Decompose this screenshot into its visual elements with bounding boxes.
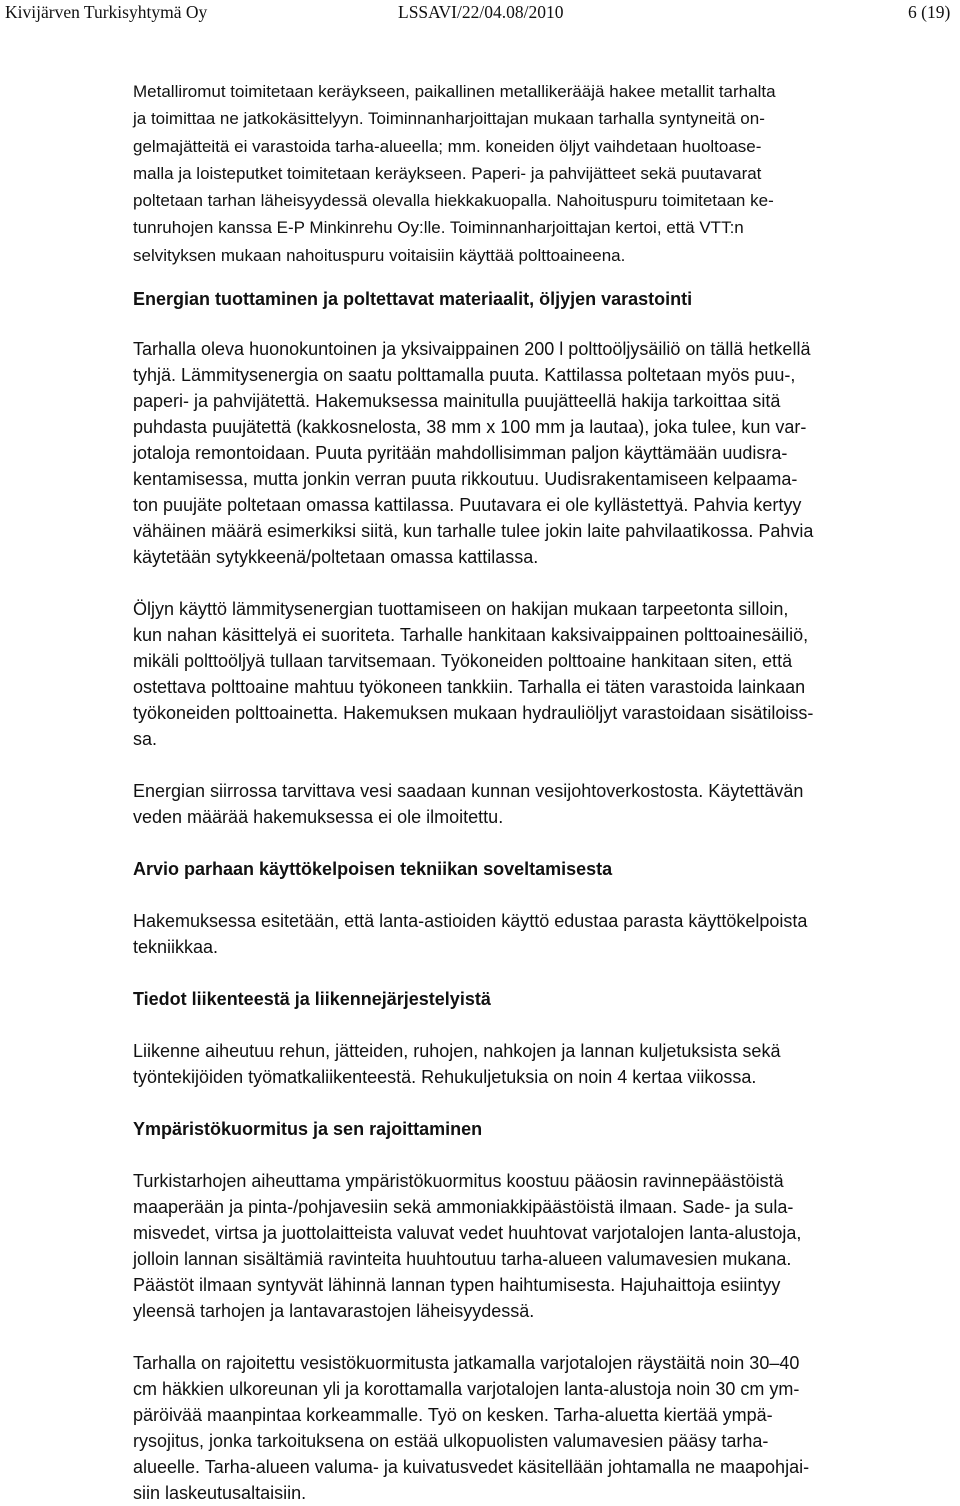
text-line: vähäinen määrä esimerkiksi siitä, kun tarhalle tulee jokin laite pahvilaatikossa. Pahvia	[133, 521, 814, 542]
text-line: kentamisessa, mutta jonkin verran puuta rikkoutuu. Uudisrakentamiseen kelpaama-	[133, 469, 798, 490]
heading-energy-production	[133, 286, 958, 312]
text-line: mikäli polttoöljyä tullaan tarvitsemaan. Työkoneiden polttoaine hankitaan siten, että	[133, 651, 793, 672]
text-line: ja toimittaa ne jatkokäsittelyyn. Toiminnanharjoittajan mukaan tarhalla syntyneitä on-	[133, 109, 765, 129]
text-line: paperi- ja pahvijätettä. Hakemuksessa mainitulla puujätteellä hakija tarkoittaa sitä	[133, 391, 781, 412]
text-line: tekniikkaa.	[133, 937, 219, 958]
text-line: Liikenne aiheutuu rehun, jätteiden, ruhojen, nahkojen ja lannan kuljetuksista sekä	[133, 1041, 781, 1062]
text-line: Öljyn käyttö lämmitysenergian tuottamiseen on hakijan mukaan tarpeetonta silloin,	[133, 599, 789, 620]
text-line: malla ja loisteputket toimitetaan keräykseen. Paperi- ja pahvijätteet sekä puutavarat	[133, 163, 762, 183]
text-line: sa.	[133, 729, 158, 750]
heading-traffic	[133, 986, 958, 1012]
paragraph-load-limitation	[133, 1350, 958, 1506]
text-line: selvityksen mukaan nahoituspuru voitaisiin käyttää polttoaineena.	[133, 245, 626, 265]
text-line: Tarhalla on rajoitettu vesistökuormitusta jatkamalla varjotalojen räystäitä noin 30–40	[133, 1353, 800, 1374]
text-line: Energian siirrossa tarvittava vesi saadaan kunnan vesijohtoverkostosta. Käytettävän	[133, 781, 804, 802]
header-reference: LSSAVI/22/04.08/2010	[398, 2, 564, 22]
paragraph-manure-containers	[133, 908, 958, 960]
text-line: Energian tuottaminen ja poltettavat materiaalit, öljyjen varastointi	[133, 289, 693, 310]
text-line: yleensä tarhojen ja lantavarastojen läheisyydessä.	[133, 1301, 535, 1322]
text-line: Hakemuksessa esitetään, että lanta-astioiden käyttö edustaa parasta käyttökelpoista	[133, 911, 808, 932]
text-line: jolloin lannan sisältämiä ravinteita huuhtoutuu tarha-alueen valumavesien mukana.	[133, 1249, 792, 1270]
paragraph-fuel-tank	[133, 336, 958, 570]
text-line: Turkistarhojen aiheuttama ympäristökuormitus koostuu pääosin ravinnepäästöistä	[133, 1171, 784, 1192]
text-line: työkoneiden polttoainetta. Hakemuksen mukaan hydrauliöljyt varastoidaan sisätiloiss-	[133, 703, 814, 724]
paragraph-waste-handling	[133, 78, 958, 269]
text-line: Päästöt ilmaan syntyvät lähinnä lannan typen haihtumisesta. Hajuhaittoja esiintyy	[133, 1275, 781, 1296]
text-line: tyhjä. Lämmitysenergia on saatu polttamalla puuta. Kattilassa poltetaan myös puu-,	[133, 365, 796, 386]
text-line: veden määrää hakemuksessa ei ole ilmoitettu.	[133, 807, 504, 828]
paragraph-environmental-load	[133, 1168, 958, 1324]
text-line: jotaloja remontoidaan. Puuta pyritään mahdollisimman paljon käyttämään uudisra-	[133, 443, 788, 464]
text-line: tunruhojen kanssa E-P Minkinrehu Oy:lle. Toiminnanharjoittajan kertoi, että VTT:n	[133, 218, 744, 238]
text-line: päröivää maanpintaa korkeammalle. Työ on kesken. Tarha-aluetta kiertää ympä-	[133, 1405, 773, 1426]
text-line: puhdasta puujätettä (kakkosnelosta, 38 mm x 100 mm ja lautaa), joka tulee, kun var-	[133, 417, 807, 438]
text-line: kun nahan käsittelyä ei suoriteta. Tarhalle hankitaan kaksivaippainen polttoainesäiliö,	[133, 625, 809, 646]
paragraph-traffic	[133, 1038, 958, 1090]
text-line: siin laskeutusaltaisiin.	[133, 1483, 307, 1504]
document-body	[133, 78, 958, 1506]
text-line: gelmajätteitä ei varastoida tarha-alueella; mm. koneiden öljyt vaihdetaan huoltoase-	[133, 136, 762, 156]
heading-best-available-technique	[133, 856, 958, 882]
text-line: Tarhalla oleva huonokuntoinen ja yksivaippainen 200 l polttoöljysäiliö on tällä hetkellä	[133, 339, 811, 360]
text-line: maaperään ja pinta-/pohjavesiin sekä ammoniakkipäästöistä ilmaan. Sade- ja sula-	[133, 1197, 794, 1218]
text-line: Metalliromut toimitetaan keräykseen, paikallinen metallikerääjä hakee metallit tarhalta	[133, 82, 776, 101]
text-line: Ympäristökuormitus ja sen rajoittaminen	[133, 1119, 483, 1140]
text-line: Arvio parhaan käyttökelpoisen tekniikan soveltamisesta	[133, 859, 613, 880]
text-line: ostettava polttoaine mahtuu työkoneen tankkiin. Tarhalla ei täten varastoida lainkaan	[133, 677, 806, 698]
paragraph-water-supply	[133, 778, 958, 830]
text-line: ton puujäte poltetaan omassa kattilassa. Puutavara ei ole kyllästettyä. Pahvia kertyy	[133, 495, 802, 516]
text-line: poltetaan tarhan läheisyydessä olevalla hiekkakuopalla. Nahoituspuru toimitetaan ke-	[133, 191, 774, 211]
header-company: Kivijärven Turkisyhtymä Oy	[5, 2, 208, 22]
text-line: misvedet, virtsa ja juottolaitteista valuvat vedet huuhtovat varjotalojen lanta-alustoja,	[133, 1223, 802, 1244]
text-line: alueelle. Tarha-alueen valuma- ja kuivatusvedet käsitellään johtamalla ne maapohjai-	[133, 1457, 810, 1478]
text-line: käytetään sytykkeenä/poltetaan omassa kattilassa.	[133, 547, 539, 568]
text-line: rysojitus, jonka tarkoituksena on estää ulkopuolisten valumavesien pääsy tarha-	[133, 1431, 769, 1452]
paragraph-oil-usage	[133, 596, 958, 752]
page-header	[0, 0, 960, 22]
text-line: cm häkkien ulkoreunan yli ja korottamalla varjotalojen lanta-alustoja noin 30 cm ym-	[133, 1379, 800, 1400]
text-line: työntekijöiden työmatkaliikenteestä. Rehukuljetuksia on noin 4 kertaa viikossa.	[133, 1067, 757, 1088]
text-line: Tiedot liikenteestä ja liikennejärjestelyistä	[133, 989, 491, 1010]
heading-environmental-load	[133, 1116, 958, 1142]
header-page-number: 6 (19)	[908, 2, 951, 22]
